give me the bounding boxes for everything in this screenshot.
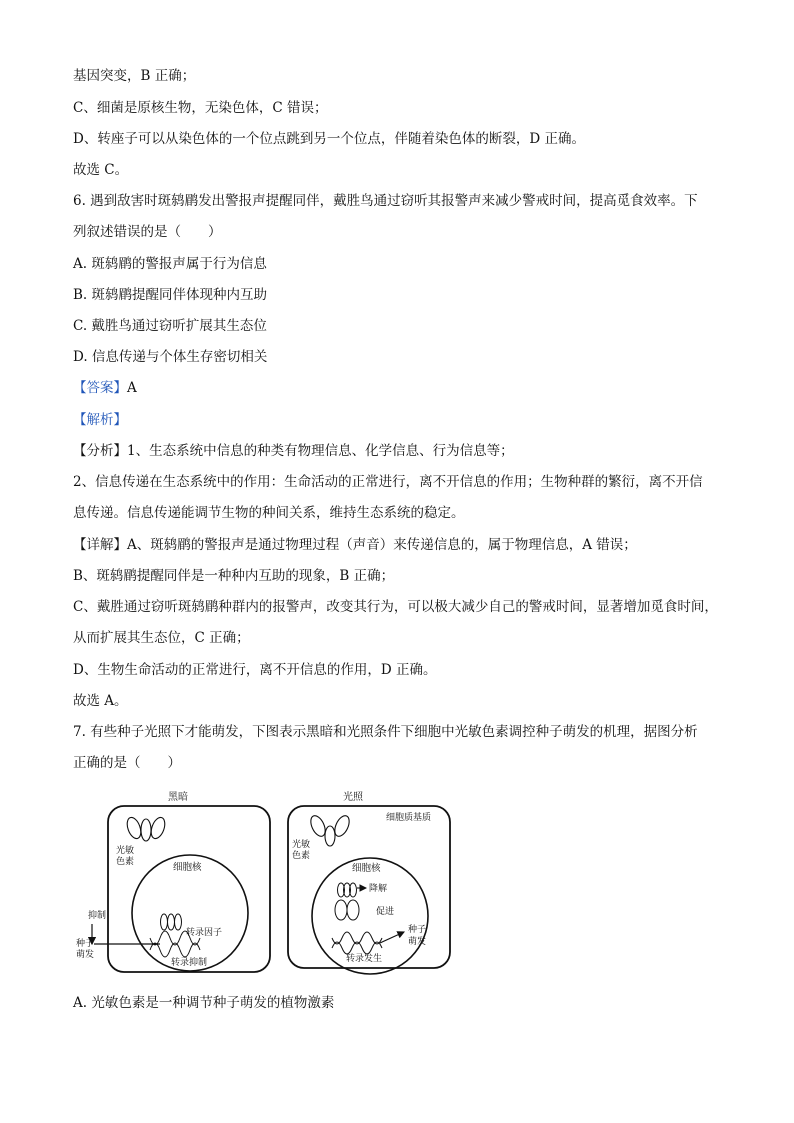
question-6-stem: 6. 遇到敌害时斑鸫鹛发出警报声提醒同伴，戴胜鸟通过窃听其报警声来减少警戒时间，提高觅食效率。下 — [73, 193, 698, 209]
option-a: A. 斑鸫鹛的警报声属于行为信息 — [73, 256, 267, 272]
question-7-stem: 7. 有些种子光照下才能萌发，下图表示黑暗和光照条件下细胞中光敏色素调控种子萌发的机理，据图分析 — [73, 724, 698, 740]
light-dna-icon — [332, 932, 382, 954]
analysis-line — [73, 410, 127, 430]
analysis-tag: 【解析】 — [73, 412, 127, 428]
answer-tag: 【答案】 — [73, 380, 127, 396]
fenxi-line — [73, 441, 514, 461]
question-7-stem-cont: 正确的是（ ） — [73, 755, 181, 771]
promote-arrow — [380, 932, 404, 943]
text-line: C、戴胜通过窃听斑鸫鹛种群内的报警声，改变其行为，可以极大减少自己的警戒时间，显著增加觅食时间， — [73, 599, 718, 615]
light-nucleus-label: 细胞核 — [352, 863, 381, 874]
text-line: 2、信息传递在生态系统中的作用：生命活动的正常进行，离不开信息的作用；生物种群的繁衍，离不开信 — [73, 474, 703, 490]
option-b: B. 斑鸫鹛提醒同伴体现种内互助 — [73, 287, 268, 303]
light-title: 光照 — [343, 792, 363, 803]
option-d: D. 信息传递与个体生存密切相关 — [73, 349, 268, 365]
question-7-option-a: A. 光敏色素是一种调节种子萌发的植物激素 — [73, 995, 335, 1011]
dark-cell — [108, 806, 270, 972]
dark-transcription-inhibited-label: 转录抑制 — [171, 958, 208, 968]
light-seed-label: 萌发 — [408, 937, 427, 947]
dark-title: 黑暗 — [168, 792, 188, 803]
text-line: B、斑鸫鹛提醒同伴是一种种内互助的现象，B 正确； — [73, 568, 395, 584]
inhibit-label: 抑制 — [88, 911, 107, 921]
answer-line — [73, 378, 137, 398]
light-transcription-occurs-label: 转录发生 — [346, 954, 383, 964]
dark-seed-label: 萌发 — [76, 950, 95, 960]
dark-phytochrome-icon — [125, 816, 168, 841]
light-complex-icon — [335, 883, 359, 920]
dark-tf-label: 转录因子 — [186, 928, 223, 938]
text-line: 从而扩展其生态位，C 正确； — [73, 630, 250, 646]
light-seed-label: 种子 — [408, 925, 427, 935]
answer-value: A — [127, 380, 137, 396]
promote-label: 促进 — [376, 907, 395, 917]
light-pigment-label: 色素 — [292, 851, 311, 861]
option-c: C. 戴胜鸟通过窃听扩展其生态位 — [73, 318, 267, 334]
degrade-label: 降解 — [369, 884, 388, 894]
xiangjie-tag: 【详解】 — [73, 537, 127, 553]
light-pigment-label: 光敏 — [292, 840, 311, 850]
question-6-stem-cont: 列叙述错误的是（ ） — [73, 224, 222, 240]
dark-transcription-factor-icon — [161, 914, 182, 930]
cytoplasm-label: 细胞质基质 — [386, 813, 432, 823]
phytochrome-diagram — [70, 780, 470, 980]
light-phytochrome-icon — [308, 813, 352, 846]
text-line: 故选 A。 — [73, 693, 128, 709]
dark-nucleus-label: 细胞核 — [173, 862, 202, 873]
xiangjie-line — [73, 535, 637, 555]
dark-seed-label: 种子 — [76, 939, 95, 949]
text-line: D、生物生命活动的正常进行，离不开信息的作用，D 正确。 — [73, 662, 437, 678]
dark-pigment-label: 光敏 — [116, 846, 135, 856]
text-line: D、转座子可以从染色体的一个位点跳到另一个位点，伴随着染色体的断裂，D 正确。 — [73, 131, 585, 147]
text-line: 基因突变，B 正确； — [73, 68, 196, 84]
text-line: C、细菌是原核生物，无染色体，C 错误； — [73, 100, 328, 116]
text-line: 故选 C。 — [73, 162, 129, 178]
xiangjie-text: A、斑鸫鹛的警报声是通过物理过程（声音）来传递信息的，属于物理信息，A 错误； — [127, 537, 637, 553]
fenxi-tag: 【分析】 — [73, 443, 127, 459]
dark-pigment-label: 色素 — [116, 857, 135, 867]
text-line: 息传递。信息传递能调节生物的种间关系，维持生态系统的稳定。 — [73, 505, 465, 521]
fenxi-text: 1、生态系统中信息的种类有物理信息、化学信息、行为信息等； — [127, 443, 514, 459]
